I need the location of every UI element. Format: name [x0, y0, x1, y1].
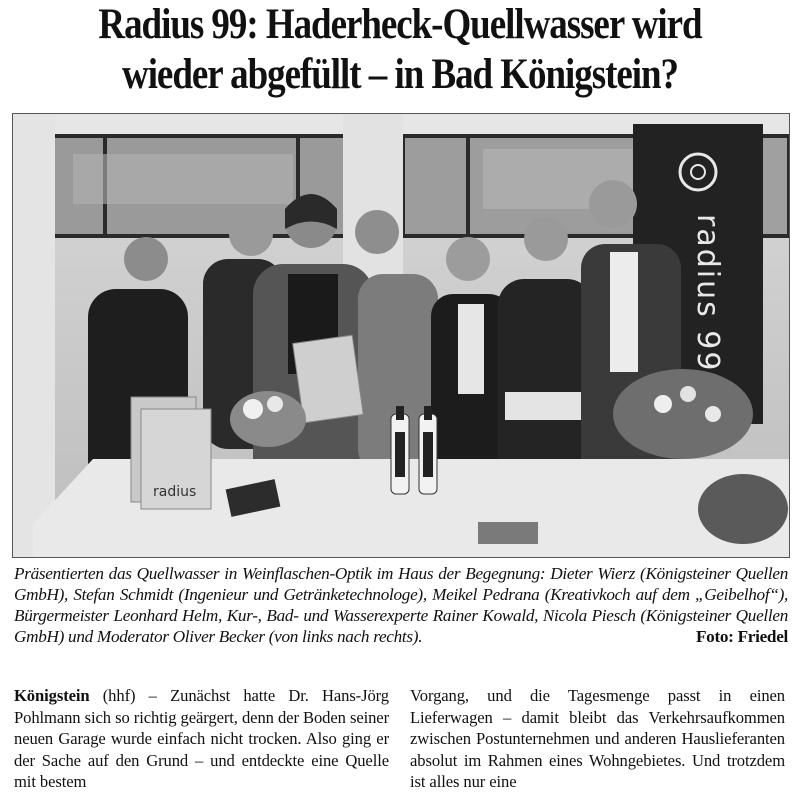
banner-text: radius 99 [690, 214, 725, 373]
headline-line-2: wieder abgefüllt – in Bad Königstein? [122, 51, 678, 98]
article-column-left [14, 685, 389, 793]
headline [56, 0, 744, 100]
article-photo [12, 113, 790, 558]
article-text-left: (hhf) – Zunächst hatte Dr. Hans-Jörg Pohlmann sich so richtig geärgert, denn der Boden seiner neuen Garage wurde einfach nicht trocken. Also ging er der Sache auf den Grund – und entdeckte eine Quelle mit bestem [14, 686, 389, 791]
box-label: radius [153, 484, 197, 500]
headline-line-1: Radius 99: Haderheck-Quellwasser wird [98, 1, 702, 48]
photo-credit: Foto: Friedel [695, 627, 788, 646]
dateline: Königstein [14, 686, 90, 705]
article-column-right [410, 685, 785, 793]
article-text-right: Vorgang, und die Tagesmenge passt in einen Lieferwagen – damit bleibt das Verkehrsaufkommen zwischen Postunternehmen und anderen Hauslieferanten absolut im Rahmen eines Wohngebietes. Und trotzdem ist alles nur eine [410, 686, 785, 791]
caption-text: Präsentierten das Quellwasser in Weinflaschen-Optik im Haus der Begegnung: Dieter Wierz (Königsteiner Quellen GmbH), Stefan Schmidt (Ingenieur und Getränketechnologe), Meikel Pedrana (Kreativkoch auf dem „Geibelhof“), Bürgermeister Leonhard Helm, Kur-, Bad- und Wasserexperte Rainer Kowald, Nicola Piesch (Königsteiner Quellen GmbH) und Moderator Oliver Becker (von links nach rechts). [14, 564, 788, 646]
photo-caption [14, 563, 788, 647]
photo-illustration [13, 114, 789, 557]
